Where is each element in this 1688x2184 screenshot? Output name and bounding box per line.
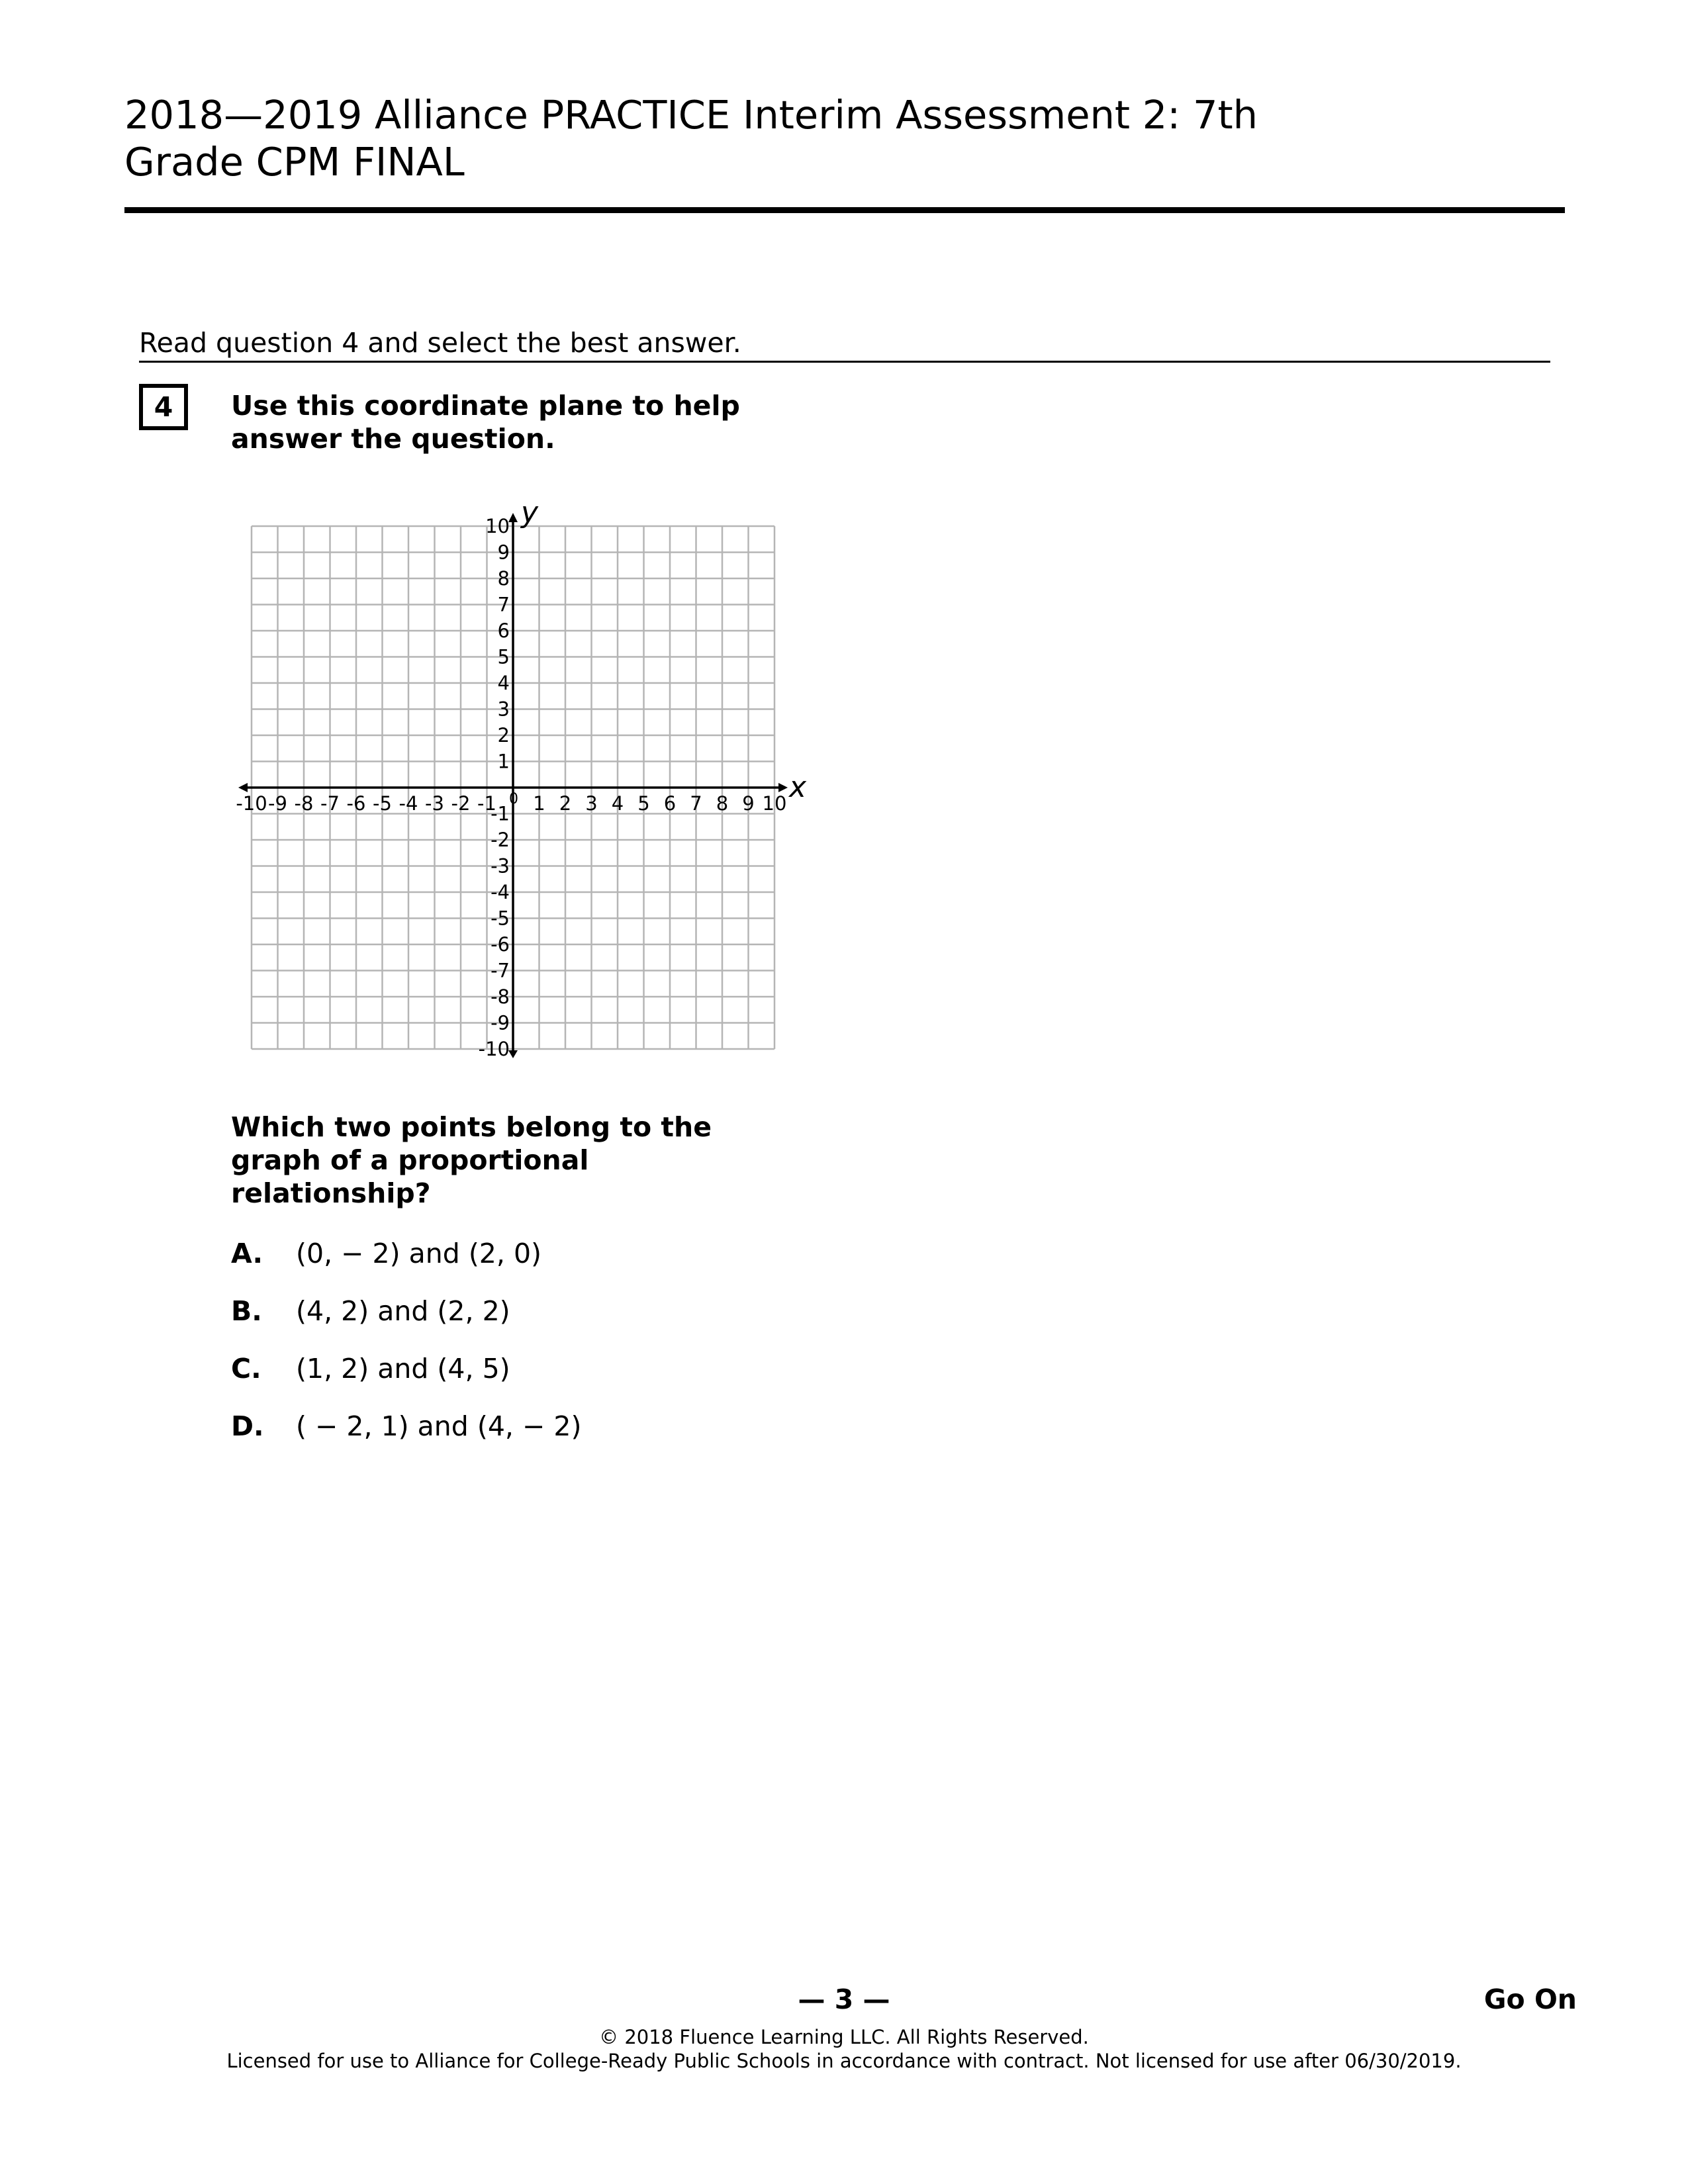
y-tick-label: -6 <box>491 933 510 956</box>
y-tick-label: 10 <box>485 515 510 537</box>
title-line-2: Grade CPM FINAL <box>124 139 465 185</box>
question-stem <box>231 389 827 455</box>
x-tick-label: 3 <box>585 792 598 815</box>
y-tick-label: -5 <box>491 907 510 930</box>
instruction-text: Read question 4 and select the best answer. <box>139 327 741 359</box>
question-prompt <box>231 1111 827 1210</box>
x-axis-label: x <box>789 770 807 804</box>
x-tick-label: 4 <box>611 792 624 815</box>
choice-b[interactable] <box>231 1294 510 1328</box>
choice-c-letter: C. <box>231 1353 261 1385</box>
prompt-line-3: relationship? <box>231 1177 431 1209</box>
x-tick-label: 10 <box>762 792 787 815</box>
copyright-text: © 2018 Fluence Learning LLC. All Rights Reserved. <box>599 2026 1089 2048</box>
x-tick-label: -2 <box>451 792 471 815</box>
y-tick-label: -3 <box>491 854 510 878</box>
choice-d-letter: D. <box>231 1410 264 1442</box>
y-tick-label: 1 <box>497 750 510 773</box>
x-tick-label: 6 <box>663 792 677 815</box>
y-axis-up-arrow <box>508 513 518 522</box>
x-tick-label: -1 <box>477 792 496 815</box>
x-tick-label: 8 <box>716 792 729 815</box>
x-tick-label: 5 <box>637 792 650 815</box>
choice-d[interactable] <box>231 1409 581 1443</box>
x-tick-label: 7 <box>690 792 702 815</box>
prompt-line-1: Which two points belong to the <box>231 1111 712 1143</box>
y-tick-label: 8 <box>497 567 510 590</box>
choice-c-text: (1, 2) and (4, 5) <box>296 1353 510 1385</box>
prompt-line-2: graph of a proportional <box>231 1144 589 1176</box>
stem-line-2: answer the question. <box>231 423 555 455</box>
x-tick-label: -8 <box>294 792 314 815</box>
go-on-label: Go On <box>1483 1983 1577 2015</box>
y-tick-label: 4 <box>497 672 510 694</box>
y-tick-label: 3 <box>497 698 510 721</box>
choice-c[interactable] <box>231 1351 510 1386</box>
y-tick-label: -10 <box>478 1038 510 1060</box>
question-number-box: 4 <box>139 384 188 430</box>
x-tick-label: -7 <box>320 792 340 815</box>
x-tick-label: -6 <box>346 792 366 815</box>
y-tick-label: 6 <box>497 619 510 642</box>
title-line-1: 2018—2019 Alliance PRACTICE Interim Assessment 2: 7th <box>124 92 1258 138</box>
y-tick-label: 2 <box>497 724 510 747</box>
x-tick-label: -5 <box>373 792 392 815</box>
choice-b-text: (4, 2) and (2, 2) <box>296 1295 510 1327</box>
origin-label: 0 <box>509 791 518 807</box>
x-tick-label: 2 <box>559 792 572 815</box>
x-tick-label: -3 <box>425 792 444 815</box>
y-tick-label: 9 <box>497 541 510 564</box>
stem-line-1: Use this coordinate plane to help <box>231 390 740 422</box>
y-tick-label: -2 <box>491 829 510 851</box>
y-tick-label: -7 <box>491 959 510 982</box>
instruction-divider <box>139 361 1550 363</box>
choice-a[interactable] <box>231 1236 541 1271</box>
y-axis-label: y <box>521 503 539 529</box>
x-tick-label: 1 <box>533 792 545 815</box>
title-divider <box>124 207 1565 213</box>
choice-a-text: (0, − 2) and (2, 0) <box>296 1238 542 1269</box>
y-tick-label: 5 <box>497 645 510 668</box>
y-tick-label: 7 <box>497 593 510 616</box>
y-axis-down-arrow <box>508 1050 518 1058</box>
license-text: Licensed for use to Alliance for College-Ready Public Schools in accordance with contract. Not licensed for use after 06/30/2019. <box>226 2050 1462 2072</box>
x-tick-label: 9 <box>742 792 755 815</box>
y-tick-label: -9 <box>491 1011 510 1034</box>
y-tick-label: -4 <box>491 881 510 903</box>
choice-a-letter: A. <box>231 1238 263 1269</box>
choice-d-text: ( − 2, 1) and (4, − 2) <box>296 1410 582 1442</box>
y-tick-label: -1 <box>491 802 510 825</box>
x-axis-right-arrow <box>778 783 788 792</box>
page-number: — 3 — <box>798 1983 890 2015</box>
x-tick-label: -9 <box>268 792 287 815</box>
choice-b-letter: B. <box>231 1295 262 1327</box>
x-tick-label: -10 <box>236 792 267 815</box>
x-tick-label: -4 <box>399 792 418 815</box>
y-tick-label: -8 <box>491 985 510 1008</box>
coordinate-plane <box>218 503 814 1072</box>
x-axis-left-arrow <box>238 783 248 792</box>
page-title <box>124 91 1515 185</box>
